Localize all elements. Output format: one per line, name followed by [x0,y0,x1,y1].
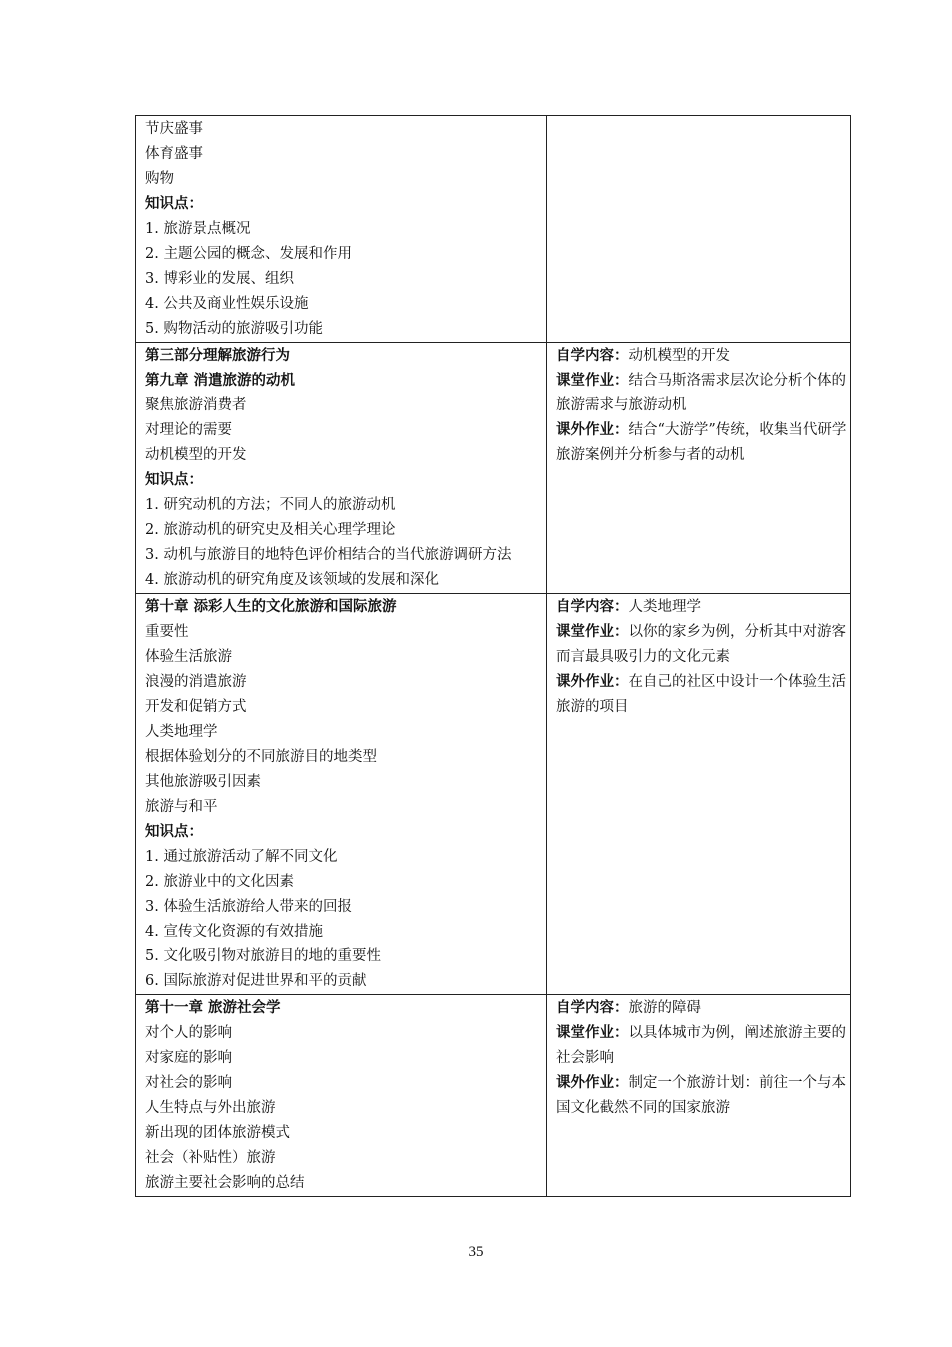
self-study-item [556,595,850,620]
knowledge-point: 5. 文化吸引物对旅游目的地的重要性 [145,948,381,965]
assignment-cell [547,594,851,995]
homework-text: 结合“大游学”传统，收集当代研学旅游案例并分析参与者的动机 [556,422,847,464]
homework-label: 课外作业： [556,672,629,690]
topic-line: 对家庭的影响 [145,1050,232,1067]
part-heading: 第三部分理解旅游行为 [145,346,290,364]
classwork-text: 以具体城市为例，阐述旅游主要的社会影响 [556,1025,846,1067]
assignment-cell [547,116,851,343]
knowledge-point: 2. 主题公园的概念、发展和作用 [145,245,352,262]
knowledge-point: 2. 旅游业中的文化因素 [145,873,294,890]
knowledge-point: 1. 研究动机的方法；不同人的旅游动机 [145,497,396,514]
topic-line: 购物 [145,170,174,187]
self-study-label: 自学内容： [556,999,629,1017]
topic-line: 旅游主要社会影响的总结 [145,1175,305,1192]
topic-line: 重要性 [145,624,189,641]
assignment-cell [547,995,851,1197]
table-row [136,342,851,594]
table-row [136,995,851,1197]
topic-line: 新出现的团体旅游模式 [145,1125,290,1142]
classwork-text: 结合马斯洛需求层次论分析个体的旅游需求与旅游动机 [556,372,846,414]
knowledge-point: 4. 公共及商业性娱乐设施 [145,295,309,312]
classwork-label: 课堂作业： [556,371,629,389]
knowledge-point: 1. 通过旅游活动了解不同文化 [145,848,338,865]
homework-item [556,670,850,720]
knowledge-point: 1. 旅游景点概况 [145,220,251,237]
chapter-heading: 第十一章 旅游社会学 [145,999,281,1017]
homework-label: 课外作业： [556,421,629,439]
topic-line: 对个人的影响 [145,1025,232,1042]
knowledge-point: 6. 国际旅游对促进世界和平的贡献 [145,973,367,990]
knowledge-heading: 知识点： [145,822,203,840]
homework-item [556,418,850,468]
table-row [136,116,851,343]
topic-line: 动机模型的开发 [145,447,247,464]
self-study-label: 自学内容： [556,346,629,364]
topic-line: 其他旅游吸引因素 [145,773,261,790]
topic-line: 聚焦旅游消费者 [145,397,247,414]
knowledge-heading: 知识点： [145,194,203,212]
knowledge-point: 3. 体验生活旅游给人带来的回报 [145,898,352,915]
topic-line: 对社会的影响 [145,1075,232,1092]
topic-line: 浪漫的消遣旅游 [145,673,247,690]
classwork-item [556,1021,850,1071]
topic-line: 社会（补贴性）旅游 [145,1150,276,1167]
topic-line: 节庆盛事 [145,121,203,137]
topic-line: 根据体验划分的不同旅游目的地类型 [145,748,377,765]
classwork-label: 课堂作业： [556,1024,629,1042]
self-study-text: 动机模型的开发 [628,347,730,364]
table-row [136,594,851,995]
classwork-item [556,620,850,670]
assignment-cell [547,342,851,594]
knowledge-point: 3. 博彩业的发展、组织 [145,270,294,287]
homework-text: 在自己的社区中设计一个体验生活旅游的项目 [556,673,846,715]
topic-line: 开发和促销方式 [145,698,247,715]
self-study-text: 人类地理学 [628,599,701,616]
chapter-heading: 第九章 消遣旅游的动机 [145,371,296,389]
topic-line: 旅游与和平 [145,798,218,815]
classwork-label: 课堂作业： [556,623,629,641]
self-study-text: 旅游的障碍 [628,1000,701,1017]
classwork-text: 以你的家乡为例，分析其中对游客而言最具吸引力的文化元素 [556,624,846,666]
knowledge-point: 4. 旅游动机的研究角度及该领域的发展和深化 [145,572,439,589]
topic-cell [136,342,547,594]
topic-cell [136,116,547,343]
self-study-item [556,344,850,369]
knowledge-heading: 知识点： [145,471,203,489]
topic-line: 体育盛事 [145,145,203,162]
knowledge-point: 2. 旅游动机的研究史及相关心理学理论 [145,522,396,539]
topic-line: 对理论的需要 [145,422,232,439]
knowledge-point: 4. 宣传文化资源的有效措施 [145,923,323,940]
homework-item [556,1071,850,1121]
topic-line: 体验生活旅游 [145,649,232,666]
topic-cell [136,594,547,995]
self-study-label: 自学内容： [556,598,629,616]
page-number: 35 [468,1244,484,1260]
topic-cell [136,995,547,1197]
knowledge-point: 5. 购物活动的旅游吸引功能 [145,320,323,337]
homework-text: 制定一个旅游计划：前往一个与本国文化截然不同的国家旅游 [556,1075,846,1117]
classwork-item [556,369,850,419]
topic-line: 人类地理学 [145,723,218,740]
self-study-item [556,996,850,1021]
chapter-heading: 第十章 添彩人生的文化旅游和国际旅游 [145,598,397,616]
syllabus-table [135,115,851,1197]
knowledge-point: 3. 动机与旅游目的地特色评价相结合的当代旅游调研方法 [145,547,512,564]
homework-label: 课外作业： [556,1074,629,1092]
topic-line: 人生特点与外出旅游 [145,1100,276,1117]
